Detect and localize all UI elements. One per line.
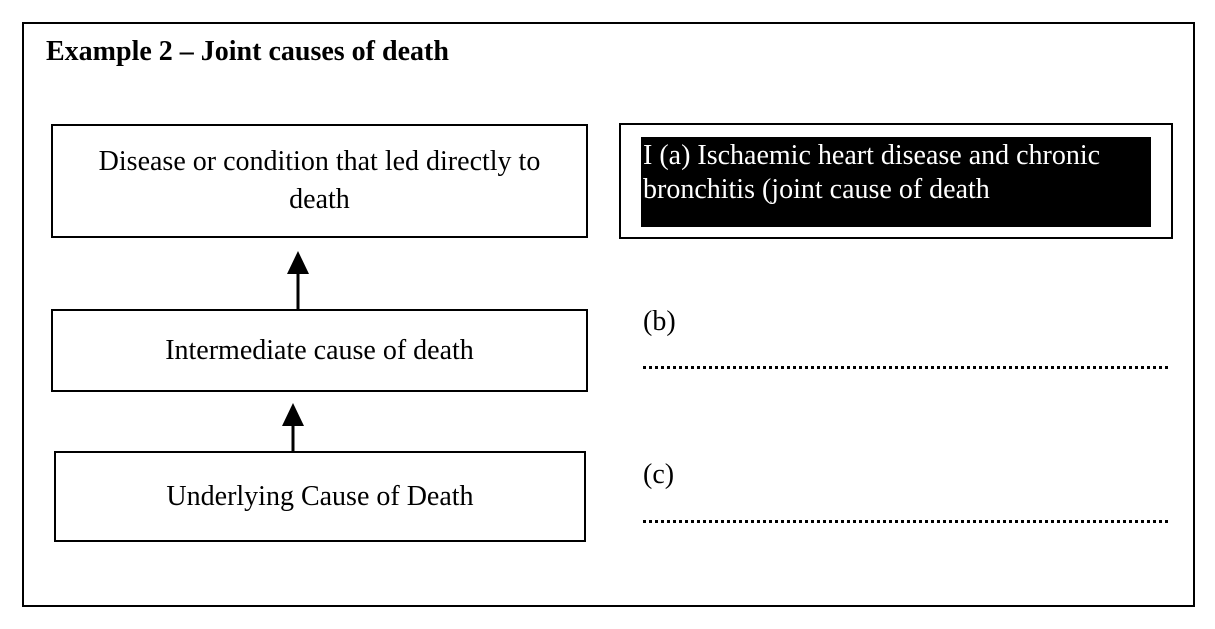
arrow-intermediate-to-direct: [287, 251, 309, 309]
line-c-dotted: [643, 520, 1168, 523]
answer-a-text: I (a) Ischaemic heart disease and chronic bronchitis (joint cause of death: [641, 137, 1151, 227]
box-intermediate-cause-label: Intermediate cause of death: [165, 334, 474, 366]
line-b-label: (b): [643, 306, 676, 337]
arrow-underlying-to-intermediate: [282, 403, 304, 451]
line-b-dotted: [643, 366, 1168, 369]
box-direct-cause-label: Disease or condition that led directly to death: [98, 146, 541, 215]
answer-box-a: [619, 123, 1173, 239]
line-c-label: (c): [643, 459, 675, 490]
box-underlying-cause-label: Underlying Cause of Death: [166, 480, 474, 512]
page-title: Example 2 – Joint causes of death: [46, 36, 449, 67]
